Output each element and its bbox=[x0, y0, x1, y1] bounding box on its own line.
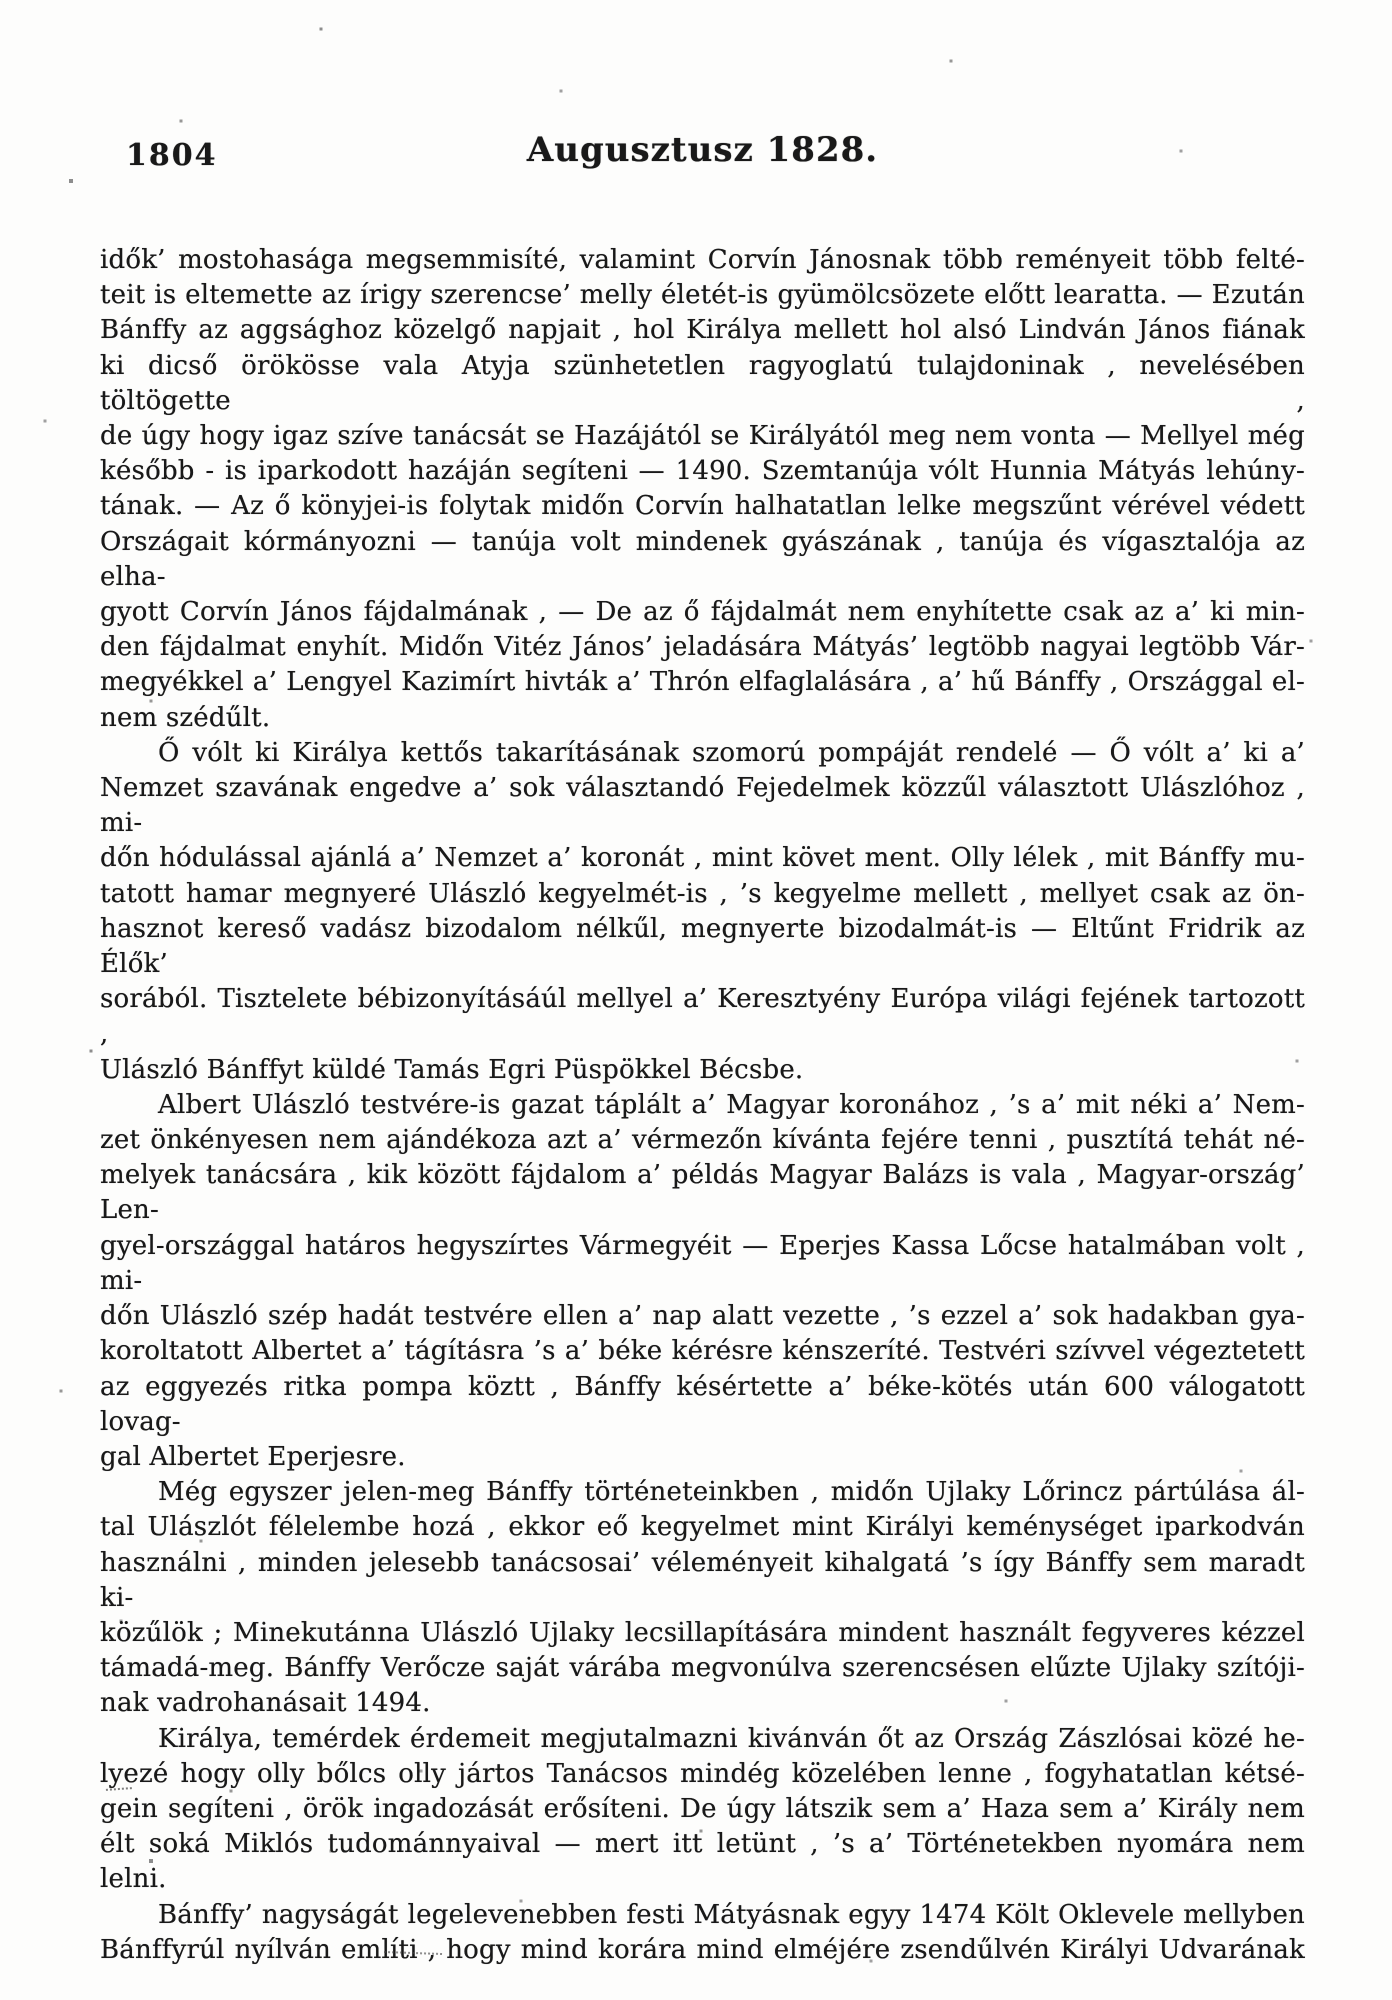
text-line: Bánffy az aggsághoz közelgő napjait , hol Királya mellett hol alsó Lindván János fiának bbox=[100, 315, 1305, 346]
text-line: teit is eltemette az írigy szerencse’ melly életét-is gyümölcsözete előtt learatta. — Ezután bbox=[100, 280, 1305, 311]
text-line: dőn Ulászló szép hadát testvére ellen a’ nap alatt vezette , ’s ezzel a’ sok hadakban gya- bbox=[100, 1301, 1305, 1332]
text-line: zet önkényesen nem ajándékoza azt a’ vérmezőn kívánta fejére tenni , pusztítá tehát né- bbox=[100, 1125, 1305, 1156]
text-line: idők’ mostohasága megsemmisíté, valamint Corvín Jánosnak több reményeit több felté- bbox=[100, 245, 1305, 275]
page-number: 1804 bbox=[126, 138, 218, 173]
paragraph bbox=[100, 1475, 1305, 1721]
text-line: gein segíteni , örök ingadozását erősíteni. De úgy látszik sem a’ Haza sem a’ Király nem bbox=[100, 1793, 1305, 1824]
text-line: Még egyszer jelen-meg Bánffy történeteinkben , midőn Ujlaky Lőrincz pártúlása ál- bbox=[158, 1477, 1305, 1508]
paragraph bbox=[100, 1088, 1305, 1475]
text-line: koroltatott Albertet a’ tágításra ’s a’ béke kérésre kénszeríté. Testvéri szívvel végeztetett bbox=[100, 1336, 1305, 1367]
text-line: később - is iparkodott hazáján segíteni — 1490. Szemtanúja vólt Hunnia Mátyás lehúny- bbox=[100, 456, 1305, 487]
text-line: ki dicső örökösse vala Atyja szünhetetlen ragyoglatú tulajdoninak , nevelésében töltögette , bbox=[100, 350, 1305, 416]
paragraph bbox=[100, 1898, 1305, 1968]
page-title: Augusztusz 1828. bbox=[526, 130, 879, 170]
text-line: Bánffyrúl nyílván említi , hogy mind korára mind elméjére zsendűlvén Királyi Udvarának bbox=[100, 1934, 1305, 1965]
paragraph bbox=[100, 243, 1305, 736]
text-line: használni , minden jelesebb tanácsosai’ véleményeit kihalgatá ’s így Bánffy sem maradt ki- bbox=[100, 1547, 1305, 1613]
text-line: gal Albertet Eperjesre. bbox=[100, 1441, 406, 1472]
paragraph bbox=[100, 1722, 1305, 1898]
text-line: dőn hódulással ajánlá a’ Nemzet a’ koronát , mint követ ment. Olly lélek , mit Bánffy mu- bbox=[100, 843, 1305, 874]
text-line: tatott hamar megnyeré Ulászló kegyelmét-is , ’s kegyelme mellett , mellyet csak az ön- bbox=[100, 878, 1305, 909]
text-line: közűlök ; Minekutánna Ulászló Ujlaky lecsillapítására mindent használt fegyveres kézzel bbox=[100, 1617, 1305, 1648]
text-line: melyek tanácsára , kik között fájdalom a’ példás Magyar Balázs is vala , Magyar-ország’ Len- bbox=[100, 1160, 1305, 1226]
text-line: nem szédűlt. bbox=[100, 702, 271, 733]
text-line: hasznot kereső vadász bizodalom nélkűl, megnyerte bizodalmát-is — Eltűnt Fridrik az Élők’ bbox=[100, 913, 1305, 980]
text-line: Ő vólt ki Királya kettős takarításának szomorú pompáját rendelé — Ő vólt a’ ki a’ bbox=[158, 737, 1305, 768]
text-line: az eggyezés ritka pompa köztt , Bánffy késértette a’ béke-kötés után 600 válogatott lovag- bbox=[100, 1371, 1305, 1437]
text-line: Nemzet szavának engedve a’ sok választandó Fejedelmek közzűl választott Ulászlóhoz , mi- bbox=[100, 773, 1305, 839]
text-line: sorából. Tisztelete bébizonyításáúl mellyel a’ Keresztyény Európa világi fejének tartozott , bbox=[100, 984, 1305, 1050]
text-line: megyékkel a’ Lengyel Kazimírt hivták a’ Thrón elfaglalására , a’ hű Bánffy , Országgal el- bbox=[100, 667, 1305, 698]
text-line: de úgy hogy igaz szíve tanácsát se Hazájától se Királyától meg nem vonta — Mellyel még bbox=[100, 421, 1305, 452]
text-line: lelni. bbox=[100, 1864, 167, 1895]
text-block bbox=[100, 243, 1305, 1968]
text-line: den fájdalmat enyhít. Midőn Vitéz János’ jeladására Mátyás’ legtöbb nagyai legtöbb Vár- bbox=[100, 632, 1305, 663]
text-line: nak vadrohanásait 1494. bbox=[100, 1688, 431, 1719]
text-line: lyezé hogy olly bőlcs olly jártos Tanácsos mindég közelében lenne , fogyhatatlan kétsé- bbox=[100, 1758, 1305, 1789]
paragraph bbox=[100, 736, 1305, 1088]
text-line: támadá-meg. Bánffy Verőcze saját várába megvonúlva szerencsésen elűzte Ujlaky szítóji- bbox=[100, 1653, 1305, 1684]
text-line: Albert Ulászló testvére-is gazat táplált a’ Magyar koronához , ’s a’ mit néki a’ Nem- bbox=[158, 1089, 1305, 1120]
text-line: tának. — Az ő könyjei-is folytak midőn Corvín halhatatlan lelke megszűnt vérével védett bbox=[100, 491, 1305, 522]
text-line: tal Ulászlót félelembe hozá , ekkor eő kegyelmet mint Királyi keménységet iparkodván bbox=[100, 1512, 1305, 1543]
scan-noise-speckles bbox=[0, 0, 2, 2]
text-line: gyel-országgal határos hegyszírtes Vármegyéit — Eperjes Kassa Lőcse hatalmában volt , mi- bbox=[100, 1230, 1305, 1296]
text-line: élt soká Miklós tudománnyaival — mert itt letünt , ’s a’ Történetekben nyomára nem bbox=[100, 1829, 1305, 1860]
text-line: Királya, temérdek érdemeit megjutalmazni kivánván őt az Ország Zászlósai közé he- bbox=[158, 1723, 1305, 1754]
text-line: gyott Corvín János fájdalmának , — De az ő fájdalmát nem enyhítette csak az a’ ki min- bbox=[100, 597, 1305, 628]
text-line: Ulászló Bánffyt küldé Tamás Egri Püspökkel Bécsbe. bbox=[100, 1054, 804, 1085]
text-line: Országait kórmányozni — tanúja volt mindenek gyászának , tanúja és vígasztalója az elha- bbox=[100, 526, 1305, 592]
text-line: Bánffy’ nagyságát legelevenebben festi Mátyásnak egyy 1474 Költ Oklevele mellyben bbox=[158, 1899, 1305, 1930]
